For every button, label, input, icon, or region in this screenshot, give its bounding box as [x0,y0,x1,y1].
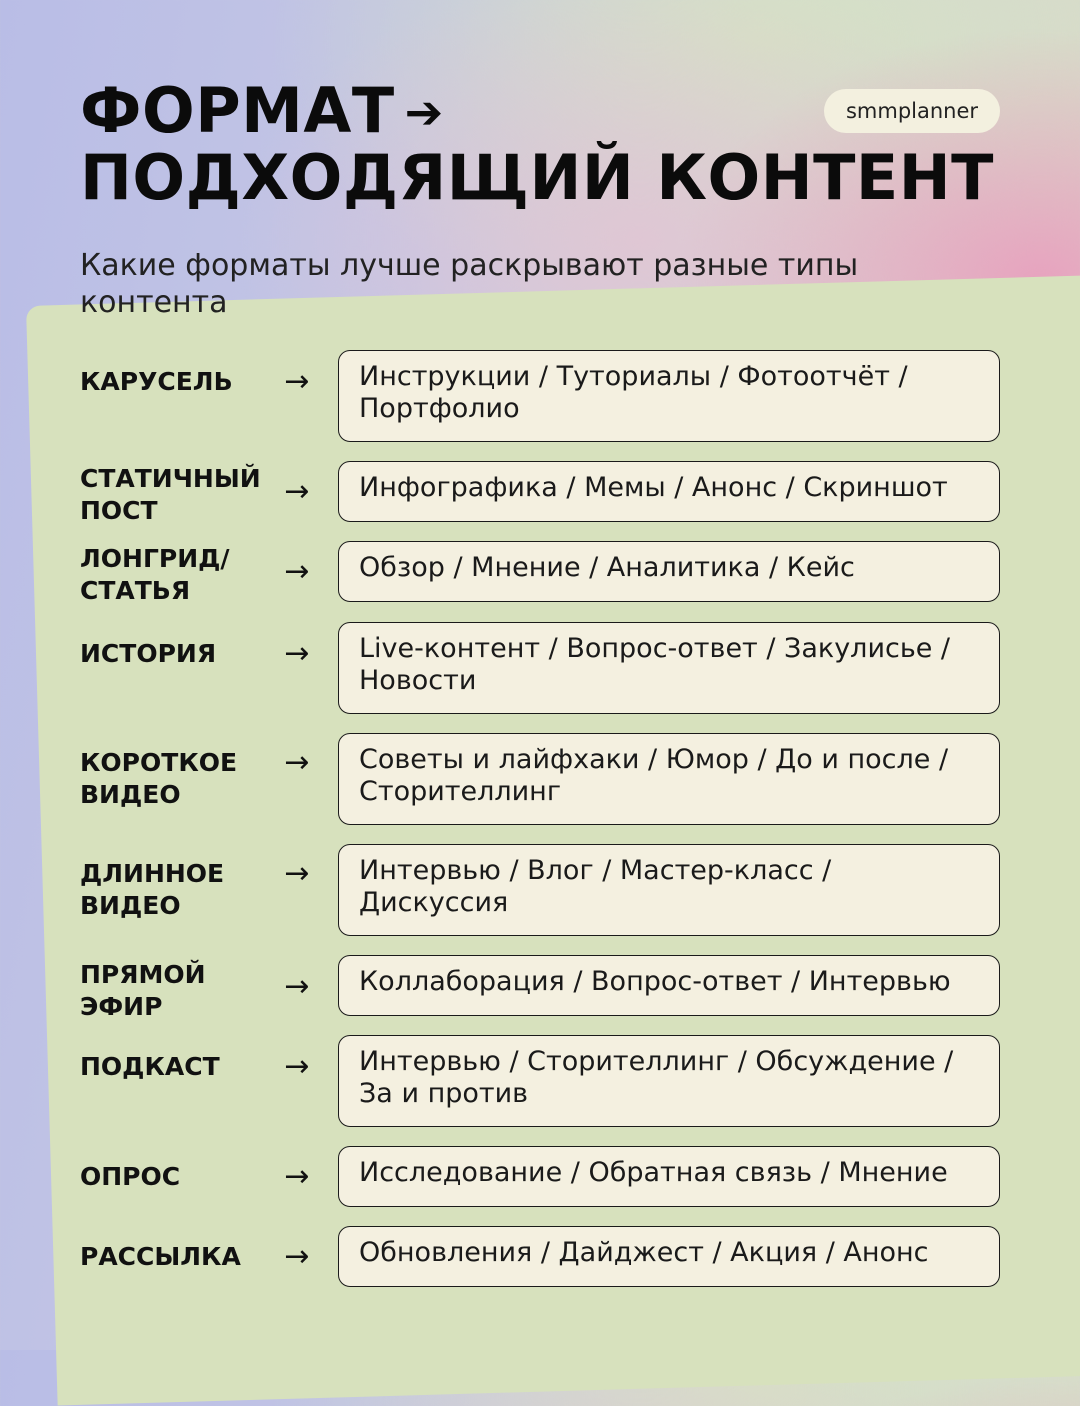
arrow-right-icon: → [284,856,310,891]
format-label-line: КАРУСЕЛЬ [80,367,233,396]
content-line: Сторителлинг [359,776,562,807]
content-line: Обновления / Дайджест / Акция / Анонс [359,1237,929,1268]
content-line: Инфографика / Мемы / Анонс / Скриншот [359,472,948,503]
content-box [338,844,1000,936]
format-label-line: ПРЯМОЙ [80,960,206,989]
format-label-line: РАССЫЛКА [80,1242,241,1271]
content-line: Новости [359,665,477,696]
format-label-line: ПОДКАСТ [80,1052,220,1081]
format-label-line: ИСТОРИЯ [80,639,217,668]
content-box [338,733,1000,825]
format-label [80,959,280,1023]
content-box [338,955,1000,1016]
content-line: Исследование / Обратная связь / Мнение [359,1157,948,1188]
arrow-right-icon: → [284,1049,310,1084]
arrow-right-icon: → [284,969,310,1004]
arrow-right-icon: → [284,364,310,399]
format-label [80,747,280,811]
format-label [80,1241,280,1273]
content-box [338,350,1000,442]
subtitle: Какие форматы лучше раскрывают разные типы контента [80,248,859,320]
format-label-line: ЛОНГРИД/ [80,544,230,573]
content-box [338,1226,1000,1287]
format-label-line: ОПРОС [80,1162,181,1191]
content-line: Live-контент / Вопрос-ответ / Закулисье / [359,633,951,664]
content-box [338,541,1000,602]
content-line: Коллаборация / Вопрос-ответ / Интервью [359,966,951,997]
arrow-right-icon: → [284,745,310,780]
format-label [80,366,280,398]
content-line: Портфолио [359,393,520,424]
content-line: Советы и лайфхаки / Юмор / До и после / [359,744,949,775]
arrow-right-icon: → [284,1159,310,1194]
content-box [338,1146,1000,1207]
brand-badge: smmplanner [824,89,1000,133]
arrow-right-icon: → [284,1239,310,1274]
title-line-2: ПОДХОДЯЩИЙ КОНТЕНТ [80,141,994,214]
format-label-line: СТАТЬЯ [80,576,191,605]
arrow-right-icon: → [284,636,310,671]
format-label [80,543,280,607]
content-box [338,1035,1000,1127]
format-label-line: ЭФИР [80,992,163,1021]
format-label [80,858,280,922]
format-label-line: ПОСТ [80,496,158,525]
arrow-right-icon: → [284,554,310,589]
content-line: Интервью / Влог / Мастер-класс / [359,855,832,886]
content-line: За и против [359,1078,529,1109]
content-line: Инструкции / Туториалы / Фотоотчёт / [359,361,908,392]
content-box [338,622,1000,714]
format-label-line: СТАТИЧНЫЙ [80,464,261,493]
arrow-right-icon: ➔ [404,85,444,139]
format-label-line: ДЛИННОЕ [80,859,225,888]
content-line: Обзор / Мнение / Аналитика / Кейс [359,552,855,583]
format-label [80,1161,280,1193]
content-box [338,461,1000,522]
format-label [80,463,280,527]
title-word: ФОРМАТ [80,74,395,147]
content-line: Интервью / Сторителлинг / Обсуждение / [359,1046,954,1077]
format-label [80,1051,280,1083]
content-line: Дискуссия [359,887,509,918]
format-label-line: ВИДЕО [80,891,181,920]
format-label [80,638,280,670]
arrow-right-icon: → [284,474,310,509]
format-label-line: ВИДЕО [80,780,181,809]
format-label-line: КОРОТКОЕ [80,748,238,777]
